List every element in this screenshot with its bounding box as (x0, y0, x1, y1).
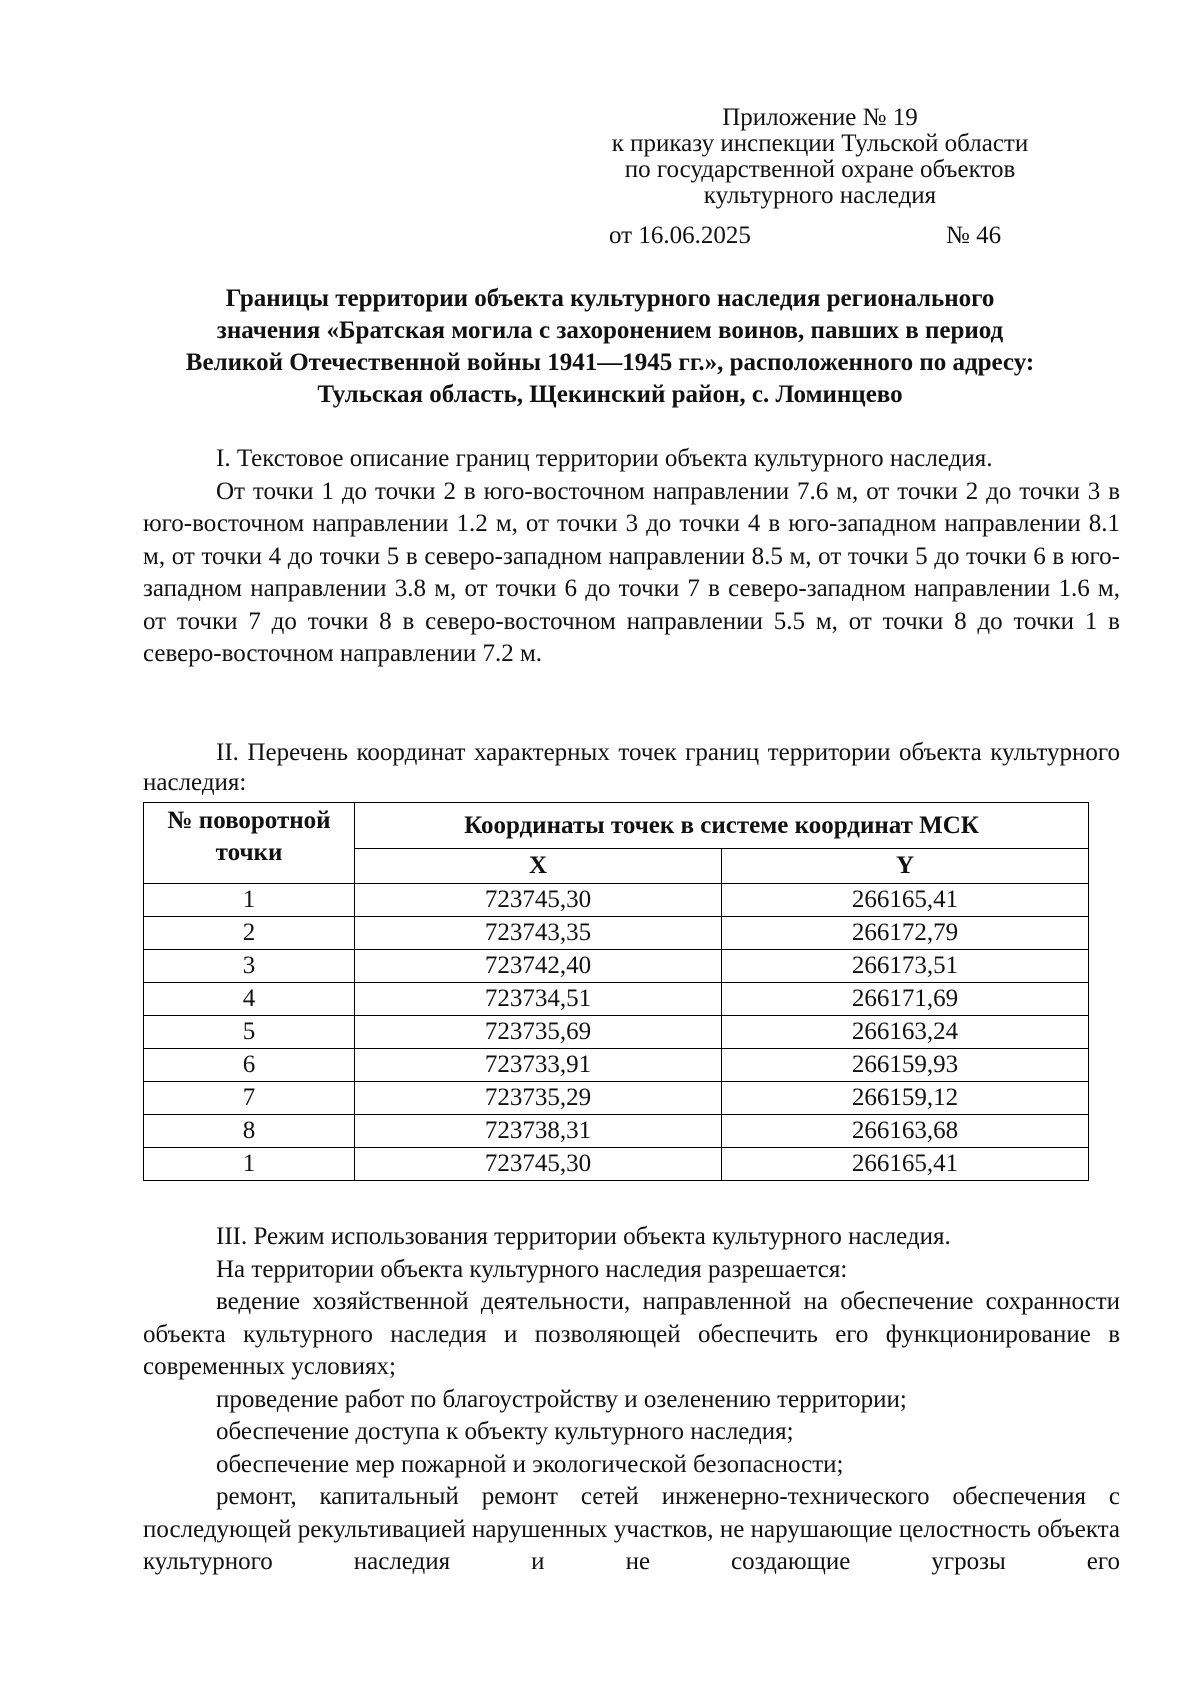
table-row (144, 1049, 1089, 1082)
cell-y: 266173,51 (722, 950, 1089, 983)
column-header-coordinates: Координаты точек в системе координат МСК (355, 803, 1089, 849)
cell-x: 723745,30 (355, 884, 722, 917)
section-1 (143, 443, 1120, 671)
section-1-heading: I. Текстовое описание границ территории объекта культурного наследия. (216, 445, 993, 472)
cell-y: 266163,24 (722, 1016, 1089, 1049)
cell-y: 266171,69 (722, 983, 1089, 1016)
table-row (144, 1082, 1089, 1115)
cell-point: 3 (144, 950, 355, 983)
permitted-item: обеспечение доступа к объекту культурного наследия; (216, 1418, 794, 1445)
cell-point: 2 (144, 917, 355, 950)
cell-y: 266159,93 (722, 1049, 1089, 1082)
section-3 (143, 1221, 1120, 1579)
section-3-intro: На территории объекта культурного наследия разрешается: (216, 1255, 848, 1283)
coordinates-table (143, 802, 1089, 1181)
appendix-header (570, 105, 1070, 209)
title-line: Великой Отечественной войны 1941—1945 гг.», расположенного по адресу: (185, 349, 1035, 376)
document-title (120, 283, 1100, 411)
permitted-item: ремонт, капитальный ремонт сетей инженерно-технического обеспечения с последующей рекультивацией нарушенных участков, не нарушающие целостность объекта культурного наследия и не создающие угрозы его (143, 1483, 1120, 1575)
table-row (144, 917, 1089, 950)
table-row (144, 950, 1089, 983)
section-1-body: От точки 1 до точки 2 в юго-восточном направлении 7.6 м, от точки 2 до точки 3 в юго-восточном направлении 1.2 м, от точки 3 до точки 4 в юго-западном направлении 8.1 м, от точки 4 до точки 5 в северо-западном направлении 8.5 м, от точки 5 до точки 6 в юго-западном направлении 3.8 м, от точки 6 до точки 7 в северо-западном направлении 1.6 м, от точки 7 до точки 8 в северо-восточном направлении 5.5 м, от точки 8 до точки 1 в северо-восточном направлении 7.2 м. (143, 477, 1120, 667)
cell-x: 723742,40 (355, 950, 722, 983)
column-header-y: Y (722, 849, 1089, 884)
cell-point: 6 (144, 1049, 355, 1082)
cell-y: 266172,79 (722, 917, 1089, 950)
appendix-line: Приложение № 19 (722, 104, 918, 131)
cell-x: 723735,69 (355, 1016, 722, 1049)
appendix-line: культурного наследия (703, 182, 937, 209)
column-header-x: X (355, 849, 722, 884)
table-row (144, 1016, 1089, 1049)
section-3-heading: III. Режим использования территории объекта культурного наследия. (216, 1223, 951, 1250)
section-2-heading: II. Перечень координат характерных точек границ территории объекта культурного наследия: (143, 739, 1120, 796)
order-date: от 16.06.2025 (609, 222, 751, 249)
table-row (144, 884, 1089, 917)
permitted-item: ведение хозяйственной деятельности, направленной на обеспечение сохранности объекта культурного наследия и позволяющей обеспечить его функционирование в современных условиях; (143, 1288, 1120, 1380)
cell-x: 723743,35 (355, 917, 722, 950)
table-row (144, 1148, 1089, 1181)
cell-x: 723733,91 (355, 1049, 722, 1082)
appendix-line: к приказу инспекции Тульской области (611, 130, 1029, 157)
cell-point: 8 (144, 1115, 355, 1148)
section-2 (143, 738, 1120, 798)
cell-point: 5 (144, 1016, 355, 1049)
title-line: значения «Братская могила с захоронением воинов, павших в период (216, 317, 1004, 344)
cell-y: 266165,41 (722, 884, 1089, 917)
cell-y: 266165,41 (722, 1148, 1089, 1181)
cell-point: 7 (144, 1082, 355, 1115)
cell-point: 4 (144, 983, 355, 1016)
cell-x: 723745,30 (355, 1148, 722, 1181)
column-header-point: № поворотной точки (144, 803, 355, 884)
title-line: Тульская область, Щекинский район, с. Ломинцево (317, 381, 903, 408)
cell-point: 1 (144, 884, 355, 917)
cell-x: 723735,29 (355, 1082, 722, 1115)
permitted-item: проведение работ по благоустройству и озеленению территории; (216, 1385, 907, 1413)
cell-y: 266159,12 (722, 1082, 1089, 1115)
cell-point: 1 (144, 1148, 355, 1181)
order-number: № 46 (946, 222, 1002, 249)
cell-x: 723738,31 (355, 1115, 722, 1148)
permitted-item: обеспечение мер пожарной и экологической безопасности; (216, 1450, 844, 1478)
title-line: Границы территории объекта культурного наследия регионального (225, 285, 995, 312)
appendix-line: по государственной охране объектов (624, 156, 1016, 183)
cell-y: 266163,68 (722, 1115, 1089, 1148)
table-row (144, 1115, 1089, 1148)
table-row (144, 983, 1089, 1016)
cell-x: 723734,51 (355, 983, 722, 1016)
